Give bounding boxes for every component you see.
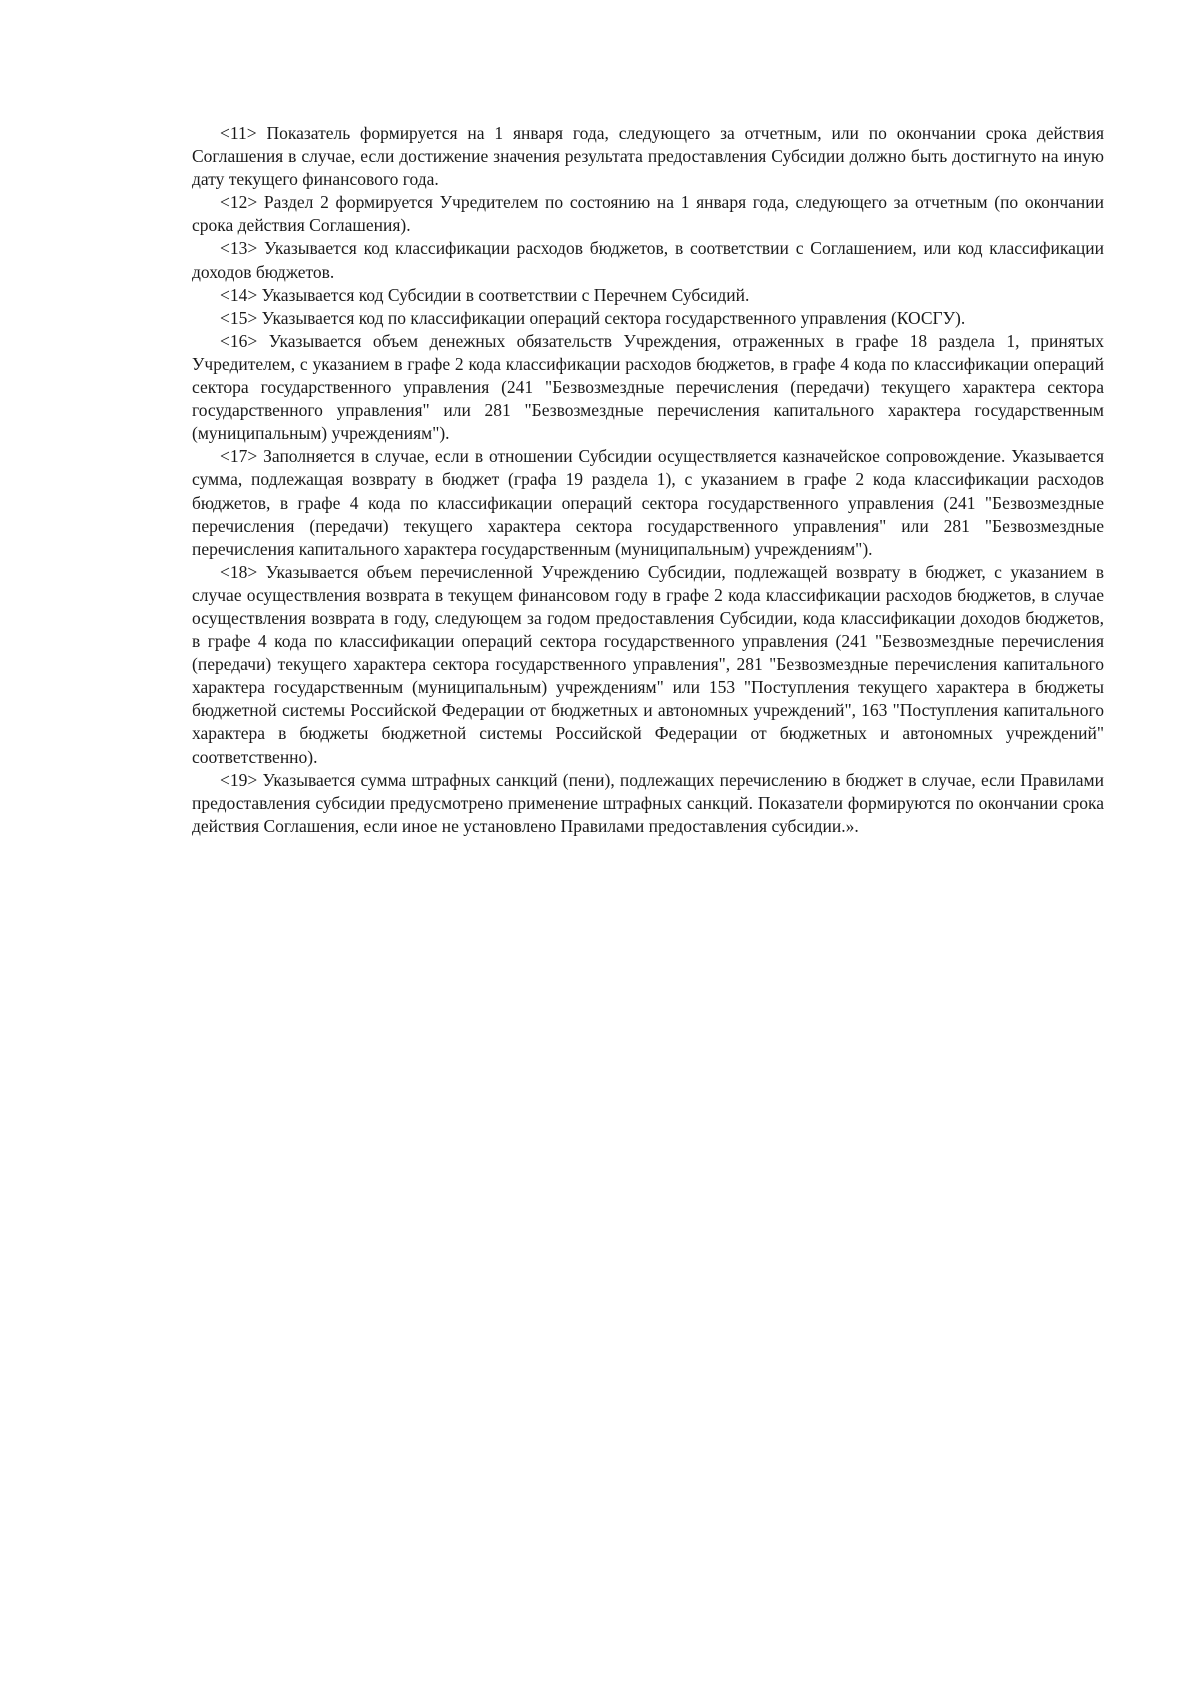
footnote-13: <13> Указывается код классификации расходов бюджетов, в соответствии с Соглашением, или код классификации доходов бюджетов. [192,238,1104,282]
footnotes-section [192,122,1104,838]
footnote-11: <11> Показатель формируется на 1 января года, следующего за отчетным, или по окончании срока действия Соглашения в случае, если достижение значения результата предоставления Субсидии должно быть достигнуто на иную дату текущего финансового года. [192,123,1104,190]
footnote-12: <12> Раздел 2 формируется Учредителем по состоянию на 1 января года, следующего за отчетным (по окончании срока действия Соглашения). [192,192,1104,236]
footnote-17: <17> Заполняется в случае, если в отношении Субсидии осуществляется казначейское сопровождение. Указывается сумма, подлежащая возврату в бюджет (графа 19 раздела 1), с указанием в графе 2 кода классификации расходов бюджетов, в графе 4 кода по классификации операций сектора государственного управления (241 "Безвозмездные перечисления (передачи) текущего характера сектора государственного управления" или 281 "Безвозмездные перечисления капитального характера государственным (муниципальным) учреждениям"). [192,446,1104,559]
footnote-16: <16> Указывается объем денежных обязательств Учреждения, отраженных в графе 18 раздела 1, принятых Учредителем, с указанием в графе 2 кода классификации расходов бюджетов, в графе 4 кода по классификации операций сектора государственного управления (241 "Безвозмездные перечисления (передачи) текущего характера сектора государственного управления" или 281 "Безвозмездные перечисления капитального характера государственным (муниципальным) учреждениям"). [192,330,1104,444]
footnote-14: <14> Указывается код Субсидии в соответствии с Перечнем Субсидий. [220,284,750,305]
footnote-18: <18> Указывается объем перечисленной Учреждению Субсидии, подлежащей возврату в бюджет, с указанием в случае осуществления возврата в текущем финансовом году в графе 2 кода классификации расходов бюджетов, в случае осуществления возврата в году, следующем за годом предоставления Субсидии, кода классификации доходов бюджетов, в графе 4 кода по классификации операций сектора государственного управления (241 "Безвозмездные перечисления (передачи) текущего характера сектора государственного управления", 281 "Безвозмездные перечисления капитального характера государственным (муниципальным) учреждениям" или 153 "Поступления текущего характера в бюджеты бюджетной системы Российской Федерации от бюджетных и автономных учреждений", 163 "Поступления капитального характера в бюджеты бюджетной системы Российской Федерации от бюджетных и автономных учреждений" соответственно). [192,561,1104,767]
footnote-19: <19> Указывается сумма штрафных санкций (пени), подлежащих перечислению в бюджет в случае, если Правилами предоставления субсидии предусмотрено применение штрафных санкций. Показатели формируются по окончании срока действия Соглашения, если иное не установлено Правилами предоставления субсидии.». [192,769,1104,836]
footnote-15: <15> Указывается код по классификации операций сектора государственного управления (КОСГУ). [220,307,966,328]
